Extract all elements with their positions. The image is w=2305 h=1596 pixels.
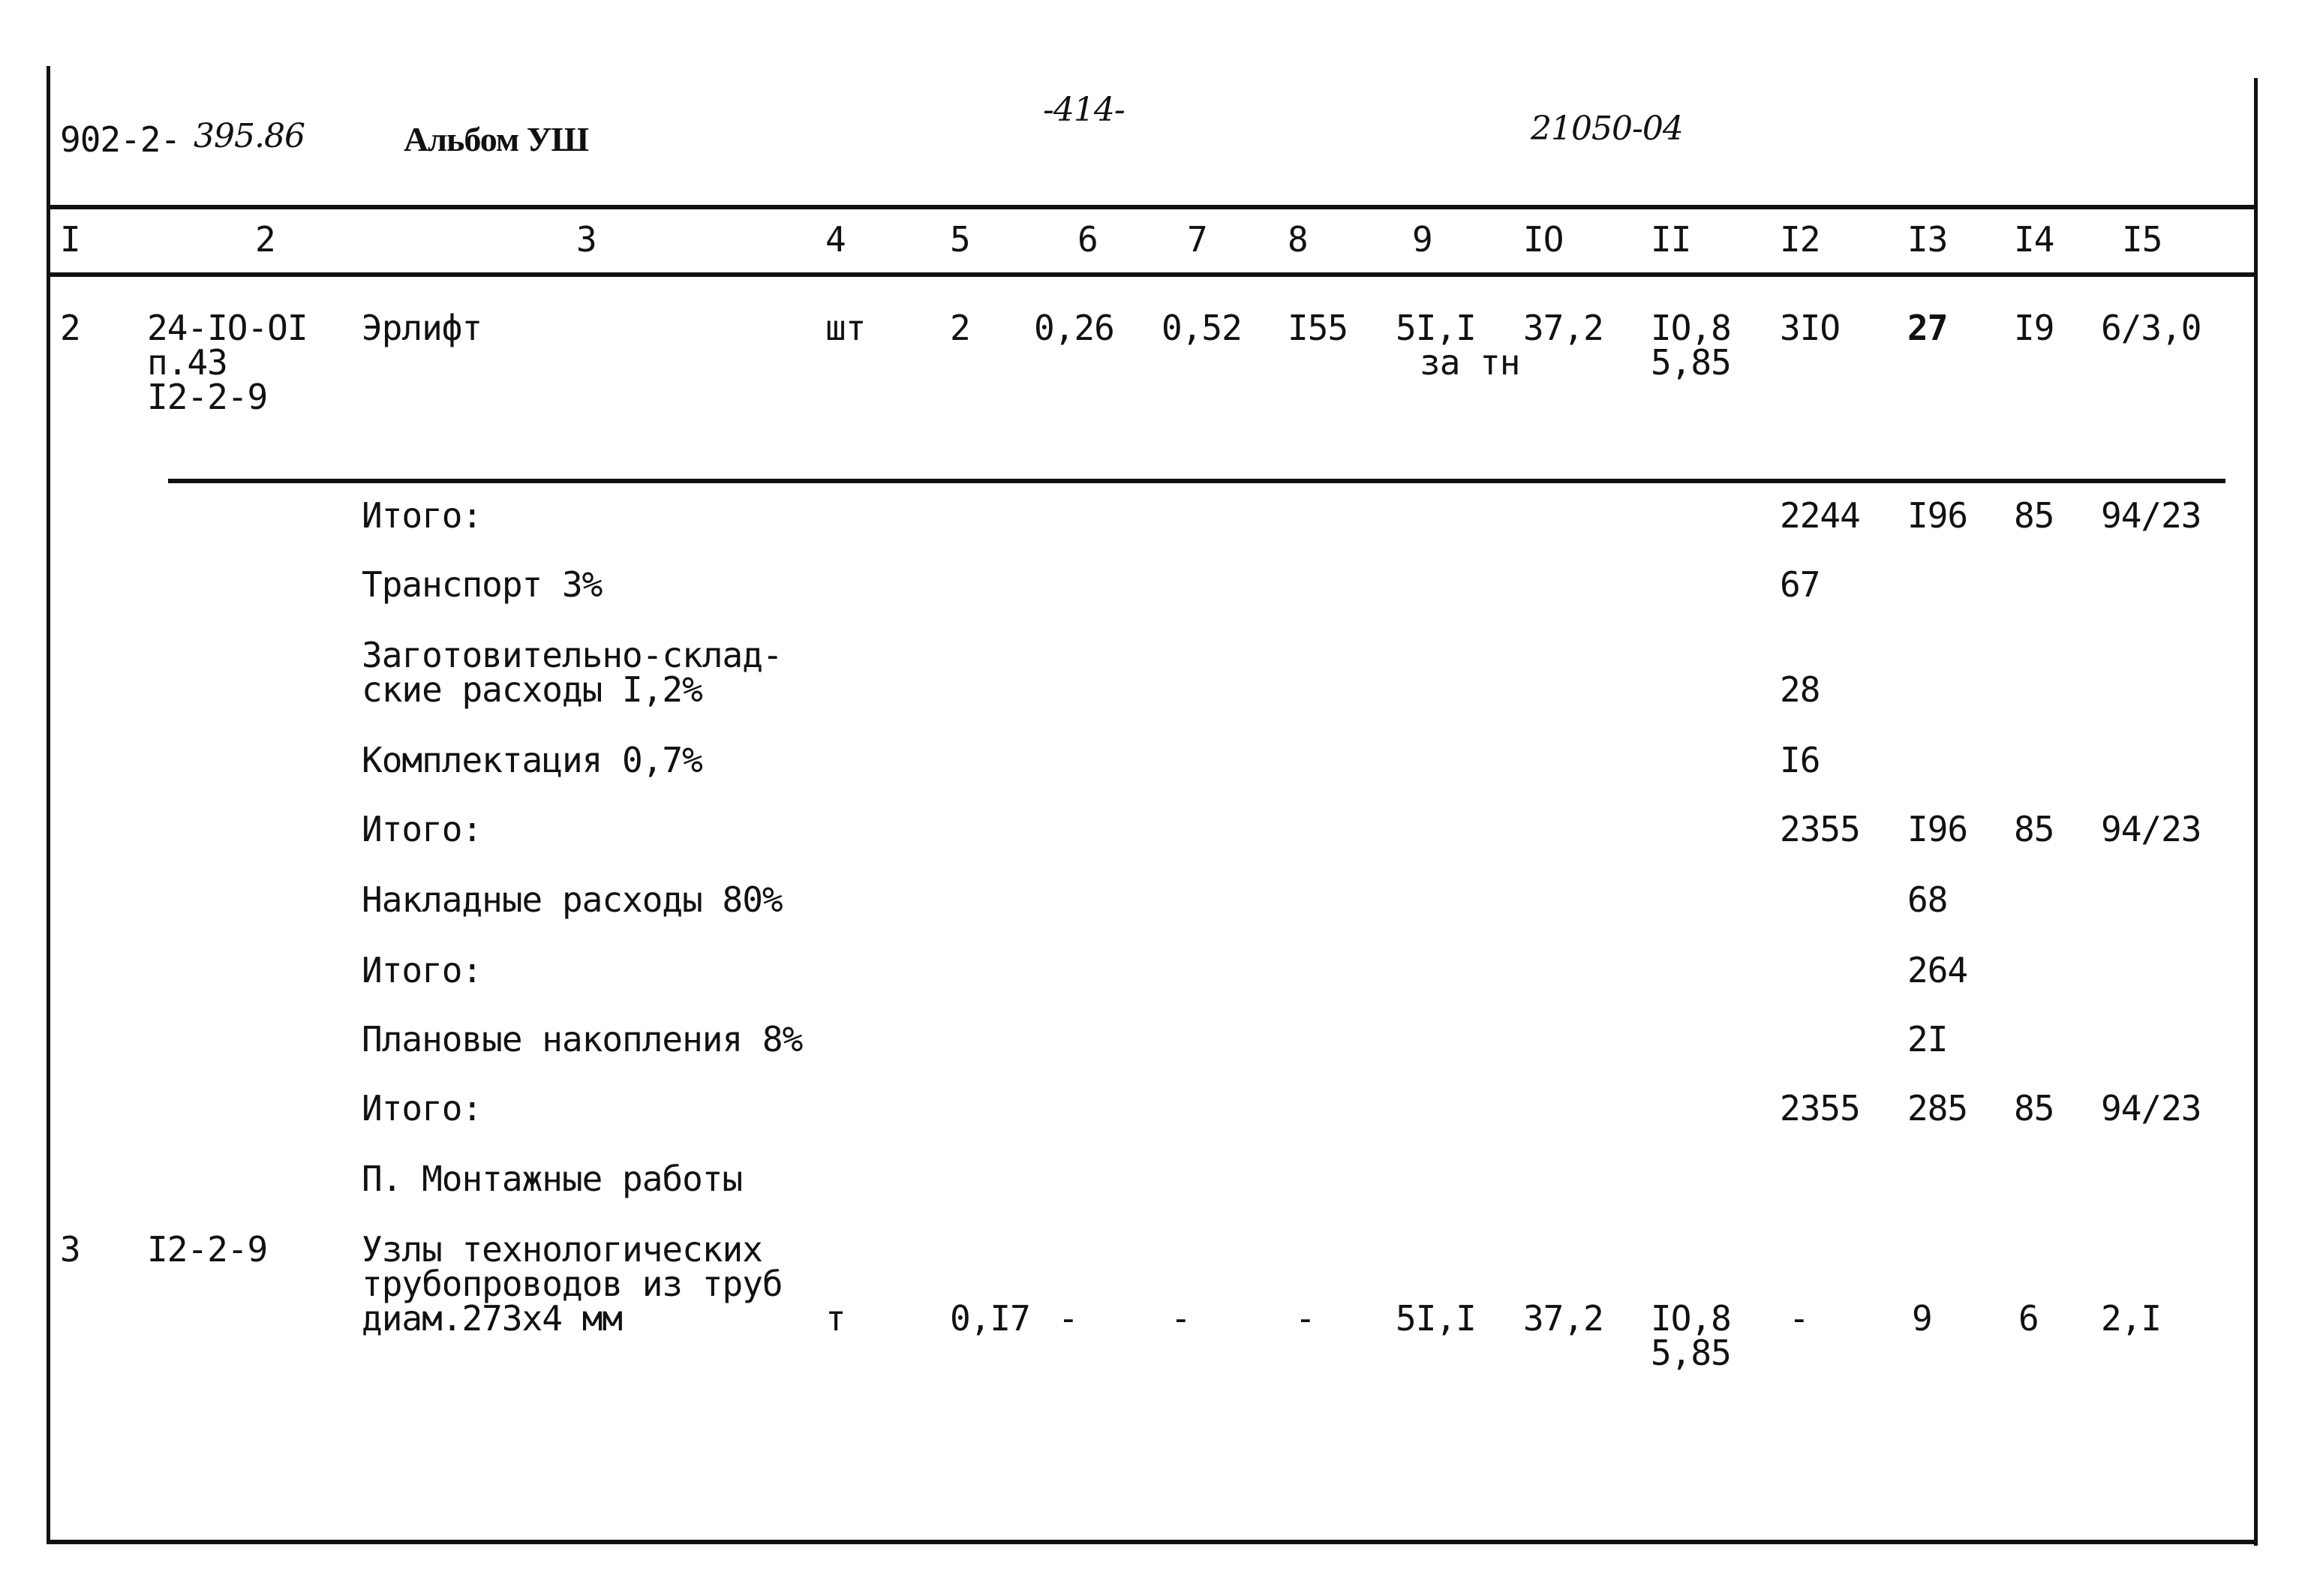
row-unit: т	[825, 1298, 846, 1339]
row-col-6: 0,26	[1034, 308, 1114, 348]
row-col-10: 37,2	[1523, 308, 1603, 348]
summary-col-12: 67	[1780, 564, 1820, 605]
row-col-15: 2,I	[2101, 1298, 2162, 1339]
summary-col-14: 85	[2014, 809, 2054, 849]
row-col-13: 9	[1912, 1298, 1932, 1339]
summary-col-13: I96	[1907, 495, 1968, 536]
row-col-7: -	[1171, 1298, 1191, 1339]
row-col-12: -	[1789, 1298, 1809, 1339]
summary-label: Итого:	[362, 1088, 482, 1129]
row-col-7: 0,52	[1162, 308, 1242, 348]
row-col-14: I9	[2014, 308, 2054, 348]
summary-col-12: 2355	[1780, 809, 1860, 849]
summary-separator-rule	[168, 479, 2225, 483]
col-header-12: I2	[1780, 219, 1820, 260]
section-title: П. Монтажные работы	[362, 1159, 743, 1199]
row-number: 2	[60, 308, 80, 348]
row-col-6: -	[1058, 1298, 1078, 1339]
summary-col-13: 2I	[1907, 1019, 1948, 1059]
col-header-1: I	[60, 219, 80, 260]
row-number: 3	[60, 1229, 80, 1270]
summary-col-12: 2244	[1780, 495, 1860, 536]
row-unit: шт	[825, 308, 866, 348]
header-bottom-rule	[47, 272, 2258, 277]
summary-col-15: 94/23	[2101, 809, 2201, 849]
summary-col-13: 285	[1907, 1088, 1968, 1129]
col-header-11: II	[1651, 219, 1691, 260]
doc-number: 21050-04	[1531, 110, 1683, 148]
summary-col-15: 94/23	[2101, 495, 2201, 536]
row-qty: 2	[950, 308, 970, 348]
page-number: -414-	[1043, 91, 1125, 129]
summary-col-14: 85	[2014, 495, 2054, 536]
col-header-13: I3	[1907, 219, 1948, 260]
row-col-11: IO,8 5,85	[1651, 308, 1731, 383]
frame-bottom-border	[47, 1540, 2258, 1544]
row-col-8: I55	[1288, 308, 1348, 348]
col-header-6: 6	[1077, 219, 1098, 260]
row-col-8: -	[1295, 1298, 1315, 1339]
row-code: I2-2-9	[147, 1229, 268, 1270]
album-label: Альбом УШ	[404, 120, 588, 158]
summary-label: Накладные расходы 80%	[362, 879, 783, 920]
summary-col-12: I6	[1780, 740, 1820, 780]
summary-col-15: 94/23	[2101, 1088, 2201, 1129]
col-header-15: I5	[2122, 219, 2162, 260]
row-qty: 0,I7	[950, 1298, 1030, 1339]
summary-col-13: 68	[1907, 879, 1948, 920]
summary-col-12: 28	[1780, 669, 1820, 710]
col-header-10: IO	[1523, 219, 1564, 260]
header-top-rule	[47, 205, 2258, 209]
summary-label: Итого:	[362, 495, 482, 536]
col-header-4: 4	[825, 219, 846, 260]
frame-right-border	[2254, 78, 2258, 1546]
doc-code-prefix: 902-2-	[60, 119, 181, 160]
row-name: Эрлифт	[362, 308, 482, 348]
row-col-10: 37,2	[1523, 1298, 1603, 1339]
doc-code-handwritten: 395.86	[194, 117, 305, 155]
row-col-9: 5I,I	[1396, 308, 1476, 348]
col-header-5: 5	[950, 219, 970, 260]
summary-label: Плановые накопления 8%	[362, 1019, 803, 1059]
col-header-2: 2	[255, 219, 275, 260]
summary-label: Комплектация 0,7%	[362, 740, 702, 780]
summary-label: Итого:	[362, 950, 482, 990]
col-header-14: I4	[2014, 219, 2054, 260]
row-col-15: 6/3,0	[2101, 308, 2201, 348]
row-col-11: IO,8 5,85	[1651, 1298, 1731, 1373]
summary-label: Транспорт 3%	[362, 564, 603, 605]
col-header-9: 9	[1412, 219, 1432, 260]
summary-col-14: 85	[2014, 1088, 2054, 1129]
summary-col-13: 264	[1907, 950, 1968, 990]
row-col-9: 5I,I	[1396, 1298, 1476, 1339]
row-col-9-note: за тн	[1420, 342, 1520, 383]
col-header-7: 7	[1187, 219, 1207, 260]
summary-label: Заготовительно-склад- ские расходы I,2%	[362, 635, 783, 710]
row-col-13: 27	[1907, 308, 1948, 348]
summary-col-12: 2355	[1780, 1088, 1860, 1129]
frame-left-border	[47, 66, 50, 1544]
summary-col-13: I96	[1907, 809, 1968, 849]
summary-label: Итого:	[362, 809, 482, 849]
row-col-14: 6	[2018, 1298, 2039, 1339]
row-col-12: 3IO	[1780, 308, 1841, 348]
row-name: Узлы технологических трубопроводов из труб диам.273х4 мм	[362, 1229, 783, 1339]
row-code: 24-IO-OI п.43 I2-2-9	[147, 308, 308, 417]
col-header-3: 3	[576, 219, 597, 260]
col-header-8: 8	[1288, 219, 1308, 260]
